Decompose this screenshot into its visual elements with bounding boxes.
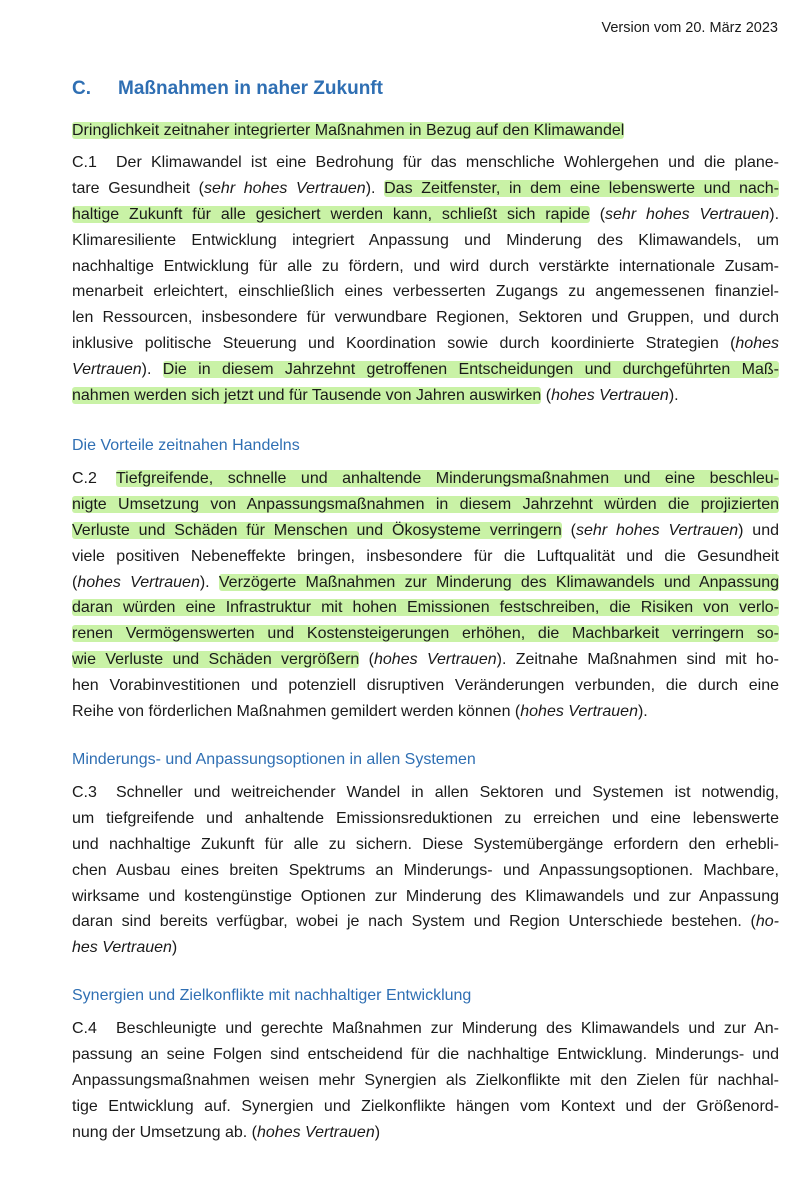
c1-line: menarbeit erleichtert, einschließlich eines verbesserten Zugangs zu angemessenen finanziel- bbox=[72, 283, 779, 301]
c2-line bbox=[72, 621, 779, 647]
highlight: wie Verluste und Schäden vergrößern bbox=[72, 651, 360, 669]
c2-line: Reihe von förderlichen Maßnahmen gemildert werden können (hohes Vertrauen). bbox=[72, 703, 648, 721]
highlight: daran würden eine Infrastruktur mit hohen Emissionen festschreiben, die Risiken von verlo- bbox=[72, 599, 779, 617]
c4-line: C.4 Beschleunigte und gerechte Maßnahmen zur Minderung des Klimawandels und zur An- bbox=[72, 1016, 779, 1042]
c4-line: tige Entwicklung auf. Synergien und Zielkonflikte hängen vom Kontext und der Größenord- bbox=[72, 1097, 779, 1115]
section-heading bbox=[72, 78, 383, 100]
c1-line: Klimaresiliente Entwicklung integriert Anpassung und Minderung des Klimawandels, um bbox=[72, 231, 779, 249]
c1-line: nachhaltige Entwicklung für alle zu fördern, und wird durch verstärkte internationale Zusam- bbox=[72, 257, 779, 275]
c2-line: hen Vorabinvestitionen und potenziell disruptiven Veränderungen verbunden, die durch eine bbox=[72, 677, 779, 695]
highlight: haltige Zukunft für alle gesichert werden kann, schließt sich rapide bbox=[72, 205, 590, 223]
highlight: Verzögerte Maßnahmen zur Minderung des Klimawandels und Anpassung bbox=[218, 573, 779, 591]
c2-line bbox=[72, 466, 779, 492]
c2-line: viele positiven Nebeneffekte bringen, insbesondere für die Luftqualität und die Gesundheit bbox=[72, 547, 779, 565]
highlight: Tiefgreifende, schnelle und anhaltende Minderungsmaßnahmen und eine beschleu- bbox=[116, 470, 779, 487]
highlight: Das Zeitfenster, in dem eine lebenswerte und nach- bbox=[384, 179, 779, 197]
c2-line: Verluste und Schäden für Menschen und Ökosysteme verringern (sehr hohes Vertrauen) und bbox=[72, 521, 779, 539]
subheading-benefits: Die Vorteile zeitnahen Handelns bbox=[72, 437, 300, 454]
c3-line: wirksame und kostengünstige Optionen zur Minderung des Klimawandels und zur Anpassung bbox=[72, 887, 779, 905]
highlight: nahmen werden sich jetzt und für Tausende von Jahren auswirken bbox=[72, 387, 542, 405]
c2-line: wie Verluste und Schäden vergrößern (hohes Vertrauen). Zeitnahe Maßnahmen sind mit ho- bbox=[72, 651, 779, 669]
c4-line: Anpassungsmaßnahmen weisen mehr Synergien als Zielkonflikte mit den Zielen für nachhal- bbox=[72, 1071, 779, 1089]
highlight: renen Vermögenswerten und Kostensteigerungen erhöhen, die Machbarkeit verringern so- bbox=[72, 625, 779, 643]
section-letter: C. bbox=[72, 78, 91, 99]
paragraph-c3 bbox=[72, 780, 779, 961]
c3-line: C.3 Schneller und weitreichender Wandel in allen Sektoren und Systemen ist notwendig, bbox=[72, 780, 779, 806]
paragraph-number: C.3 bbox=[72, 784, 97, 801]
highlight: nigte Umsetzung von Anpassungsmaßnahmen in diesem Jahrzehnt würden die projizierten bbox=[72, 495, 779, 513]
c1-line: haltige Zukunft für alle gesichert werden kann, schließt sich rapide (sehr hohes Vertrauen). bbox=[72, 205, 779, 223]
document-version: Version vom 20. März 2023 bbox=[601, 20, 778, 36]
c1-line: nahmen werden sich jetzt und für Tausende von Jahren auswirken (hohes Vertrauen). bbox=[72, 387, 679, 405]
paragraph-number: C.2 bbox=[72, 470, 97, 487]
c2-line bbox=[72, 595, 779, 621]
c4-line: nung der Umsetzung ab. (hohes Vertrauen) bbox=[72, 1123, 381, 1141]
c3-line: und nachhaltige Zukunft für alle zu sichern. Diese Systemübergänge erfordern den erhebli- bbox=[72, 835, 779, 853]
paragraph-c2 bbox=[72, 466, 779, 725]
highlight: Verluste und Schäden für Menschen und Ökosysteme verringern bbox=[72, 521, 562, 539]
c3-line: chen Ausbau eines breiten Spektrums an Minderungs- und Anpassungsoptionen. Machbare, bbox=[72, 861, 779, 879]
subheading-urgency: Dringlichkeit zeitnaher integrierter Maßnahmen in Bezug auf den Klimawandel bbox=[72, 122, 625, 139]
c3-line: hes Vertrauen) bbox=[72, 939, 178, 957]
c1-line: C.1 Der Klimawandel ist eine Bedrohung für das menschliche Wohlergehen und die plane- bbox=[72, 150, 779, 176]
c1-line: inklusive politische Steuerung und Koordination sowie durch koordinierte Strategien (hohes bbox=[72, 335, 779, 353]
paragraph-number: C.4 bbox=[72, 1020, 97, 1037]
c1-line: Vertrauen). Die in diesem Jahrzehnt getroffenen Entscheidungen und durchgeführten Maß- bbox=[72, 361, 779, 379]
paragraph-c4 bbox=[72, 1016, 779, 1145]
c2-line: (hohes Vertrauen). Verzögerte Maßnahmen zur Minderung des Klimawandels und Anpassung bbox=[72, 573, 779, 591]
c1-line: len Ressourcen, insbesondere für verwundbare Regionen, Sektoren und Gruppen, und durch bbox=[72, 309, 779, 327]
subheading-synergies: Synergien und Zielkonflikte mit nachhaltiger Entwicklung bbox=[72, 987, 472, 1004]
section-title: Maßnahmen in naher Zukunft bbox=[118, 78, 383, 99]
paragraph-c1 bbox=[72, 150, 779, 409]
c4-line: passung an seine Folgen sind entscheidend für die nachhaltige Entwicklung. Minderungs- und bbox=[72, 1045, 779, 1063]
c2-line bbox=[72, 492, 779, 518]
paragraph-number: C.1 bbox=[72, 154, 97, 171]
subheading-options: Minderungs- und Anpassungsoptionen in allen Systemen bbox=[72, 751, 476, 768]
c3-line: um tiefgreifende und anhaltende Emissionsreduktionen zu erreichen und eine lebenswerte bbox=[72, 809, 779, 827]
highlight: Die in diesem Jahrzehnt getroffenen Entscheidungen und durchgeführten Maß- bbox=[162, 361, 779, 379]
c3-line: daran sind bereits verfügbar, wobei je nach System und Region Unterschiede bestehen. (ho- bbox=[72, 913, 779, 931]
c1-line: tare Gesundheit (sehr hohes Vertrauen). Das Zeitfenster, in dem eine lebenswerte und nach- bbox=[72, 179, 779, 197]
